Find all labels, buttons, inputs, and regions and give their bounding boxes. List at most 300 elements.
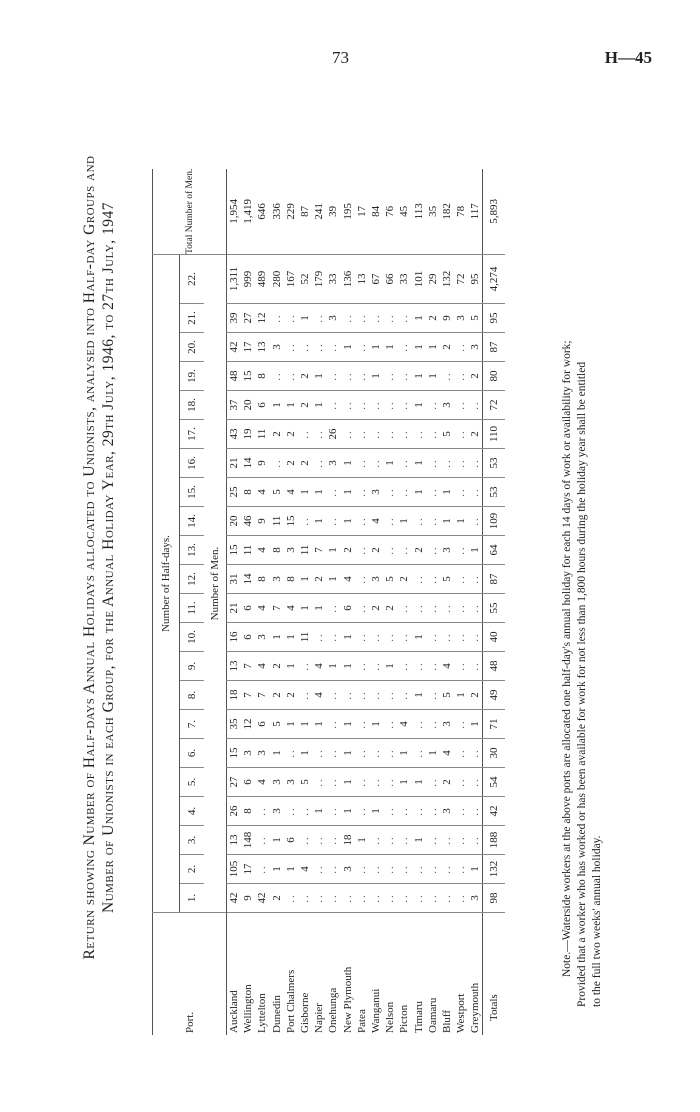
cell-value: 2: [411, 536, 425, 565]
cell-value: ..: [255, 855, 269, 884]
cell-value: 1: [312, 478, 326, 507]
total-value: 98: [483, 884, 506, 913]
cell-value: 1: [383, 333, 397, 362]
port-name: Greymouth: [469, 982, 482, 1033]
cell-value: ..: [355, 391, 369, 420]
cell-value: 2: [298, 449, 312, 478]
cell-value: ..: [383, 362, 397, 391]
cell-value: 3: [468, 333, 483, 362]
column-header: 12.: [180, 565, 205, 594]
cell-value: ..: [440, 449, 454, 478]
cell-value: 1: [270, 739, 284, 768]
cell-value: 2: [468, 681, 483, 710]
cell-value: 1: [411, 826, 425, 855]
cell-value: ..: [411, 797, 425, 826]
column-header: 19.: [180, 362, 205, 391]
cell-value: 1: [411, 768, 425, 797]
cell-value: 5: [440, 681, 454, 710]
cell-value: 3: [326, 304, 340, 333]
cell-value: ..: [355, 797, 369, 826]
cell-value: 15: [284, 507, 298, 536]
cell-value: ..: [383, 536, 397, 565]
row-total: 17: [355, 169, 369, 255]
cell-value: 7: [255, 681, 269, 710]
cell-value: 2: [270, 652, 284, 681]
cell-value: ..: [355, 855, 369, 884]
cell-value: 3: [454, 304, 468, 333]
cell-value: 3: [341, 855, 355, 884]
port-name: Nelson: [384, 1001, 397, 1033]
cell-value: 1: [411, 681, 425, 710]
grand-total: 5,893: [483, 169, 506, 255]
cell-value: ..: [369, 739, 383, 768]
cell-value: 1: [468, 855, 483, 884]
cell-value: ..: [341, 362, 355, 391]
column-header: 18.: [180, 391, 205, 420]
cell-value: ..: [383, 478, 397, 507]
cell-value: 1: [298, 304, 312, 333]
cell-value: 1: [312, 594, 326, 623]
cell-value: 1: [312, 362, 326, 391]
cell-value: ..: [397, 391, 411, 420]
cell-value: 4: [284, 594, 298, 623]
cell-value: 101: [411, 255, 425, 304]
port-name: Wanganui: [369, 988, 382, 1033]
cell-value: 9: [255, 507, 269, 536]
cell-value: 4: [255, 768, 269, 797]
table-row: [369, 169, 383, 1035]
column-header: 13.: [180, 536, 205, 565]
cell-value: ..: [355, 710, 369, 739]
cell-value: 1: [397, 768, 411, 797]
cell-value: ..: [426, 623, 440, 652]
cell-value: 35: [227, 710, 242, 739]
cell-value: ..: [312, 855, 326, 884]
cell-value: 1: [411, 391, 425, 420]
cell-value: 1: [341, 797, 355, 826]
cell-value: 1: [298, 710, 312, 739]
cell-value: ..: [383, 507, 397, 536]
row-total: 76: [383, 169, 397, 255]
cell-value: 1: [284, 855, 298, 884]
cell-value: ..: [312, 623, 326, 652]
cell-value: ..: [454, 855, 468, 884]
row-total: 45: [397, 169, 411, 255]
cell-value: 46: [241, 507, 255, 536]
cell-value: 17: [241, 333, 255, 362]
title-line-1: Return showing Number of Half-days Annual Holidays allocated to Unionists, analysed into Half-day Groups and: [81, 155, 98, 960]
column-header: 17.: [180, 420, 205, 449]
cell-value: 2: [369, 536, 383, 565]
cell-value: 6: [241, 623, 255, 652]
cell-value: ..: [326, 681, 340, 710]
cell-value: 1: [270, 623, 284, 652]
cell-value: ..: [397, 884, 411, 913]
cell-value: ..: [270, 362, 284, 391]
cell-value: 2: [284, 449, 298, 478]
table-row: [468, 169, 483, 1035]
cell-value: ..: [397, 333, 411, 362]
report-code: H—45: [604, 48, 652, 67]
cell-value: ..: [312, 768, 326, 797]
cell-value: ..: [468, 768, 483, 797]
cell-value: 1: [369, 797, 383, 826]
cell-value: 42: [227, 333, 242, 362]
cell-value: 136: [341, 255, 355, 304]
cell-value: 2: [270, 884, 284, 913]
cell-value: 2: [270, 681, 284, 710]
cell-value: 6: [241, 594, 255, 623]
note-line-3: to the full two weeks' annual holiday.: [591, 835, 603, 1007]
cell-value: ..: [355, 768, 369, 797]
cell-value: ..: [426, 565, 440, 594]
cell-value: 4: [341, 565, 355, 594]
cell-value: ..: [411, 420, 425, 449]
cell-value: ..: [341, 304, 355, 333]
cell-value: 1: [369, 362, 383, 391]
total-value: 54: [483, 768, 506, 797]
cell-value: 42: [227, 884, 242, 913]
cell-value: 999: [241, 255, 255, 304]
cell-value: 1: [411, 333, 425, 362]
cell-value: ..: [284, 797, 298, 826]
cell-value: 3: [270, 333, 284, 362]
cell-value: ..: [397, 449, 411, 478]
table-row: [440, 169, 454, 1035]
cell-value: 2: [383, 594, 397, 623]
column-header: 4.: [180, 797, 205, 826]
holiday-table: [152, 169, 505, 1035]
cell-value: 8: [241, 478, 255, 507]
cell-value: 1: [341, 449, 355, 478]
cell-value: ..: [426, 826, 440, 855]
cell-value: ..: [383, 884, 397, 913]
cell-value: 5: [440, 565, 454, 594]
cell-value: ..: [426, 449, 440, 478]
cell-value: ..: [397, 855, 411, 884]
cell-value: 13: [227, 652, 242, 681]
cell-value: 2: [284, 420, 298, 449]
cell-value: ..: [426, 652, 440, 681]
row-total: 87: [298, 169, 312, 255]
cell-value: 2: [298, 362, 312, 391]
total-value: 110: [483, 420, 506, 449]
port-name: Oamaru: [426, 997, 439, 1033]
total-value: 132: [483, 855, 506, 884]
cell-value: 3: [468, 884, 483, 913]
cell-value: 132: [440, 255, 454, 304]
cell-value: ..: [355, 449, 369, 478]
cell-value: 3: [270, 797, 284, 826]
cell-value: ..: [468, 507, 483, 536]
port-name: Picton: [398, 1004, 411, 1033]
total-value: 53: [483, 478, 506, 507]
column-header: 14.: [180, 507, 205, 536]
cell-value: 1: [411, 449, 425, 478]
cell-value: 95: [468, 255, 483, 304]
cell-value: 12: [255, 304, 269, 333]
cell-value: 4: [312, 681, 326, 710]
holiday-table-wrap: [152, 45, 505, 1035]
cell-value: ..: [426, 594, 440, 623]
cell-value: ..: [383, 855, 397, 884]
cell-value: 2: [369, 594, 383, 623]
column-header: 3.: [180, 826, 205, 855]
cell-value: 1: [454, 507, 468, 536]
cell-value: ..: [383, 681, 397, 710]
cell-value: 26: [326, 420, 340, 449]
cell-value: ..: [341, 420, 355, 449]
cell-value: ..: [326, 710, 340, 739]
cell-value: 52: [298, 255, 312, 304]
cell-value: 1: [468, 536, 483, 565]
cell-value: 3: [440, 536, 454, 565]
total-value: 72: [483, 391, 506, 420]
total-value: 64: [483, 536, 506, 565]
cell-value: ..: [369, 420, 383, 449]
row-total: 78: [454, 169, 468, 255]
column-header: 20.: [180, 333, 205, 362]
cell-value: 2: [270, 420, 284, 449]
cell-value: ..: [411, 739, 425, 768]
cell-value: 1: [397, 739, 411, 768]
cell-value: 1: [298, 739, 312, 768]
table-row: [426, 169, 440, 1035]
row-total: 241: [312, 169, 326, 255]
cell-value: ..: [383, 391, 397, 420]
cell-value: ..: [426, 855, 440, 884]
row-total: 646: [255, 169, 269, 255]
cell-value: ..: [411, 594, 425, 623]
cell-value: 167: [284, 255, 298, 304]
page-number: 73: [332, 48, 349, 67]
cell-value: 3: [369, 565, 383, 594]
cell-value: ..: [397, 420, 411, 449]
cell-value: ..: [355, 884, 369, 913]
port-name: Westport: [455, 993, 468, 1033]
cell-value: 1: [341, 768, 355, 797]
port-name: Bluff: [440, 1009, 453, 1033]
cell-value: ..: [355, 681, 369, 710]
cell-value: ..: [355, 565, 369, 594]
cell-value: 6: [255, 710, 269, 739]
cell-value: ..: [426, 884, 440, 913]
cell-value: 1: [383, 449, 397, 478]
cell-value: ..: [454, 362, 468, 391]
cell-value: ..: [341, 884, 355, 913]
cell-value: 4: [255, 478, 269, 507]
cell-value: ..: [454, 536, 468, 565]
cell-value: ..: [383, 304, 397, 333]
cell-value: ..: [426, 797, 440, 826]
cell-value: 72: [454, 255, 468, 304]
cell-value: ..: [312, 739, 326, 768]
cell-value: 33: [397, 255, 411, 304]
column-header: 7.: [180, 710, 205, 739]
cell-value: ..: [468, 565, 483, 594]
port-header: Port.: [153, 913, 227, 1036]
cell-value: ..: [326, 478, 340, 507]
cell-value: 6: [284, 826, 298, 855]
cell-value: 1: [440, 507, 454, 536]
cell-value: ..: [397, 826, 411, 855]
cell-value: 43: [227, 420, 242, 449]
cell-value: ..: [468, 391, 483, 420]
cell-value: ..: [468, 449, 483, 478]
half-days-group-header: Number of Half-days.: [153, 255, 180, 913]
table-row: [341, 169, 355, 1035]
cell-value: ..: [468, 826, 483, 855]
cell-value: 11: [298, 536, 312, 565]
cell-value: ..: [255, 826, 269, 855]
footnote: [560, 67, 605, 1007]
cell-value: ..: [369, 681, 383, 710]
cell-value: 11: [255, 420, 269, 449]
table-title: [80, 60, 118, 1055]
cell-value: 1: [341, 478, 355, 507]
cell-value: ..: [312, 420, 326, 449]
cell-value: ..: [284, 362, 298, 391]
cell-value: ..: [326, 739, 340, 768]
cell-value: ..: [298, 884, 312, 913]
cell-value: 15: [227, 536, 242, 565]
cell-value: ..: [312, 333, 326, 362]
cell-value: 1: [284, 623, 298, 652]
cell-value: 37: [227, 391, 242, 420]
cell-value: 4: [284, 478, 298, 507]
cell-value: ..: [369, 391, 383, 420]
cell-value: 1: [270, 826, 284, 855]
cell-value: ..: [411, 710, 425, 739]
column-header: 16.: [180, 449, 205, 478]
cell-value: ..: [284, 304, 298, 333]
cell-value: ..: [468, 739, 483, 768]
cell-value: ..: [369, 855, 383, 884]
table-row: [383, 169, 397, 1035]
cell-value: 8: [255, 362, 269, 391]
cell-value: 3: [284, 768, 298, 797]
cell-value: 15: [227, 739, 242, 768]
cell-value: 42: [255, 884, 269, 913]
cell-value: 17: [241, 855, 255, 884]
cell-value: ..: [326, 623, 340, 652]
cell-value: ..: [369, 623, 383, 652]
column-header: 5.: [180, 768, 205, 797]
cell-value: ..: [426, 710, 440, 739]
cell-value: 6: [241, 768, 255, 797]
cell-value: 4: [312, 652, 326, 681]
cell-value: ..: [440, 884, 454, 913]
cell-value: 3: [440, 391, 454, 420]
cell-value: 3: [440, 710, 454, 739]
table-row: [241, 169, 255, 1035]
cell-value: ..: [298, 333, 312, 362]
cell-value: 179: [312, 255, 326, 304]
cell-value: 1: [397, 507, 411, 536]
cell-value: ..: [369, 304, 383, 333]
row-total: 182: [440, 169, 454, 255]
cell-value: ..: [355, 594, 369, 623]
cell-value: 4: [369, 507, 383, 536]
cell-value: ..: [326, 884, 340, 913]
cell-value: 7: [241, 652, 255, 681]
cell-value: 3: [255, 623, 269, 652]
cell-value: 148: [241, 826, 255, 855]
cell-value: 1: [270, 855, 284, 884]
cell-value: ..: [341, 681, 355, 710]
cell-value: 15: [241, 362, 255, 391]
cell-value: 7: [241, 681, 255, 710]
cell-value: ..: [397, 681, 411, 710]
cell-value: ..: [355, 304, 369, 333]
cell-value: ..: [383, 710, 397, 739]
cell-value: ..: [355, 623, 369, 652]
cell-value: 14: [241, 565, 255, 594]
cell-value: ..: [298, 420, 312, 449]
cell-value: 3: [270, 565, 284, 594]
cell-value: ..: [298, 826, 312, 855]
cell-value: ..: [454, 623, 468, 652]
cell-value: 31: [227, 565, 242, 594]
cell-value: ..: [284, 739, 298, 768]
cell-value: 1: [341, 507, 355, 536]
cell-value: ..: [426, 681, 440, 710]
cell-value: ..: [426, 478, 440, 507]
cell-value: 1: [369, 710, 383, 739]
table-row: [411, 169, 425, 1035]
port-name: Lyttelton: [256, 993, 269, 1033]
port-name: Timaru: [412, 1001, 425, 1033]
cell-value: ..: [426, 507, 440, 536]
row-total: 229: [284, 169, 298, 255]
port-name: Auckland: [228, 990, 241, 1033]
cell-value: 3: [284, 536, 298, 565]
cell-value: ..: [468, 652, 483, 681]
cell-value: ..: [355, 536, 369, 565]
cell-value: 8: [255, 565, 269, 594]
cell-value: ..: [454, 449, 468, 478]
cell-value: ..: [454, 391, 468, 420]
cell-value: 16: [227, 623, 242, 652]
cell-value: ..: [397, 797, 411, 826]
cell-value: 1: [341, 623, 355, 652]
cell-value: 1: [369, 333, 383, 362]
cell-value: ..: [397, 304, 411, 333]
cell-value: 1: [411, 304, 425, 333]
cell-value: 27: [241, 304, 255, 333]
rotated-page-content: [72, 55, 672, 1055]
cell-value: ..: [298, 652, 312, 681]
cell-value: 6: [255, 391, 269, 420]
cell-value: 1: [355, 826, 369, 855]
cell-value: 1: [411, 478, 425, 507]
cell-value: 66: [383, 255, 397, 304]
cell-value: 1: [312, 391, 326, 420]
cell-value: 2: [468, 362, 483, 391]
cell-value: 29: [426, 255, 440, 304]
cell-value: 25: [227, 478, 242, 507]
cell-value: 1: [312, 507, 326, 536]
cell-value: ..: [326, 594, 340, 623]
cell-value: 13: [255, 333, 269, 362]
cell-value: 2: [440, 333, 454, 362]
cell-value: ..: [454, 333, 468, 362]
cell-value: ..: [440, 594, 454, 623]
cell-value: 1: [326, 565, 340, 594]
cell-value: 1: [440, 478, 454, 507]
cell-value: 1: [341, 710, 355, 739]
row-total: 1,954: [227, 169, 242, 255]
